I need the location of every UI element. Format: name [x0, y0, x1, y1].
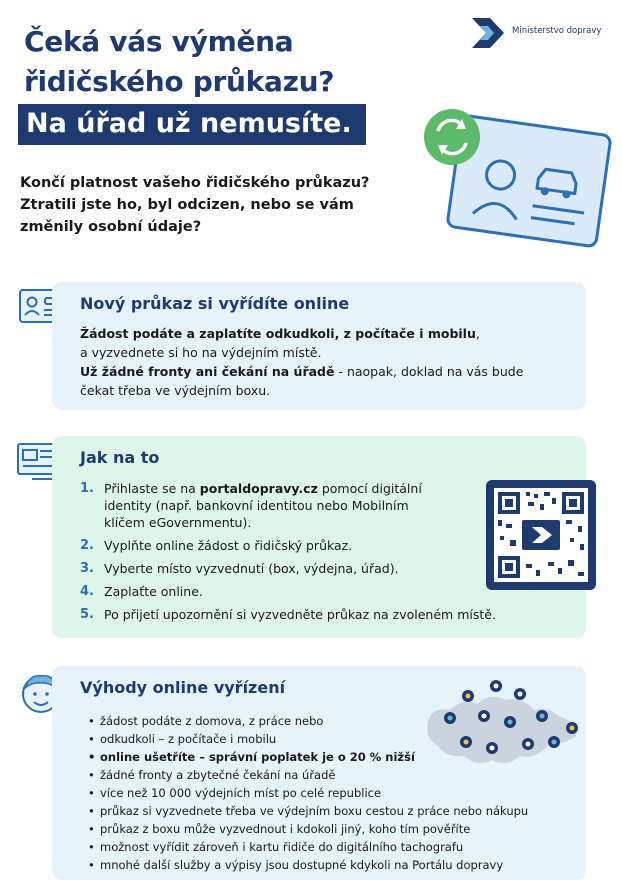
driving-license-icon — [420, 95, 620, 255]
online-section-text — [80, 324, 523, 400]
portal-link-text: portaldopravy.cz — [199, 481, 318, 496]
title-line-2: řidičského průkazu? — [24, 65, 335, 98]
step-text: Přihlaste se na — [104, 481, 200, 496]
step-item — [80, 606, 496, 623]
step-text: klíčem eGovernmentu). — [104, 515, 252, 530]
online-text-1: , — [475, 326, 480, 341]
ministry-logo — [470, 16, 610, 56]
logo-text: Ministerstvo dopravy — [512, 26, 602, 36]
online-text-3: - naopak, doklad na vás bude — [334, 364, 524, 379]
benefit-item: • více než 10 000 výdejních míst po celé republice — [88, 784, 528, 802]
benefit-item: • žádost podáte z domova, z práce nebo — [88, 712, 528, 730]
online-section-title: Nový průkaz si vyřídíte online — [80, 294, 350, 313]
online-text-2: a vyzvednete si ho na výdejním místě. — [80, 345, 322, 360]
step-text: Vyberte místo vyzvednutí (box, výdejna, úřad). — [104, 561, 399, 576]
benefit-item: • mnohé další služby a výpisy jsou dostupné kdykoli na Portálu dopravy — [88, 856, 528, 874]
step-text: Po přijetí upozornění si vyzvedněte průkaz na zvoleném místě. — [104, 607, 496, 622]
page-title — [24, 22, 334, 102]
step-number: 2. — [80, 538, 94, 553]
title-ribbon: Na úřad už nemusíte. — [18, 104, 366, 145]
online-section — [52, 282, 586, 410]
step-text: pomocí digitální — [317, 481, 422, 496]
online-bold-3: Už žádné fronty ani čekání na úřadě — [80, 364, 335, 379]
title-line-1: Čeká vás výměna — [24, 25, 294, 58]
benefits-section-title: Výhody online vyřízení — [80, 678, 286, 697]
step-item — [80, 537, 496, 554]
benefit-item: • průkaz z boxu může vyzvednout i kdokoli jiný, koho tím pověříte — [88, 820, 528, 838]
qr-code-icon — [486, 480, 596, 590]
qr-code[interactable] — [486, 480, 596, 590]
howto-section — [52, 436, 586, 638]
step-item — [80, 560, 496, 577]
howto-steps-list — [80, 480, 496, 629]
step-number: 3. — [80, 561, 94, 576]
intro-text — [20, 172, 410, 238]
intro-line: Ztratili jste ho, byl odcizen, nebo se vám — [20, 197, 354, 213]
step-number: 5. — [80, 607, 94, 622]
benefits-section — [52, 666, 586, 880]
step-text: identity (např. bankovní identitou nebo Mobilním — [104, 498, 409, 513]
step-text: Zaplaťte online. — [104, 584, 203, 599]
online-bold-1: Žádost podáte a zaplatíte odkudkoli, z počítače i mobilu — [80, 326, 476, 341]
benefit-item: • žádné fronty a zbytečné čekání na úřadě — [88, 766, 528, 784]
online-text-4: čekat třeba ve výdejním boxu. — [80, 383, 271, 398]
step-item — [80, 480, 496, 531]
step-text: Vyplňte online žádost o řidičský průkaz. — [104, 538, 353, 553]
step-number: 4. — [80, 584, 94, 599]
czech-map-icon — [422, 676, 582, 776]
benefit-item-highlight: • online ušetříte – správní poplatek je o 20 % nižší — [88, 748, 528, 766]
step-number: 1. — [80, 481, 94, 496]
step-item — [80, 583, 496, 600]
benefit-item: • odkudkoli – z počítače i mobilu — [88, 730, 528, 748]
benefit-item: • možnost vyřídit zároveň i kartu řidiče do digitálního tachografu — [88, 838, 528, 856]
intro-line: Končí platnost vašeho řidičského průkazu? — [20, 175, 370, 191]
logo-arrow-icon — [470, 16, 508, 50]
intro-line: změnily osobní údaje? — [20, 219, 202, 235]
howto-section-title: Jak na to — [80, 448, 160, 467]
benefit-item: • průkaz si vyzvednete třeba ve výdejním boxu cestou z práce nebo nákupu — [88, 802, 528, 820]
